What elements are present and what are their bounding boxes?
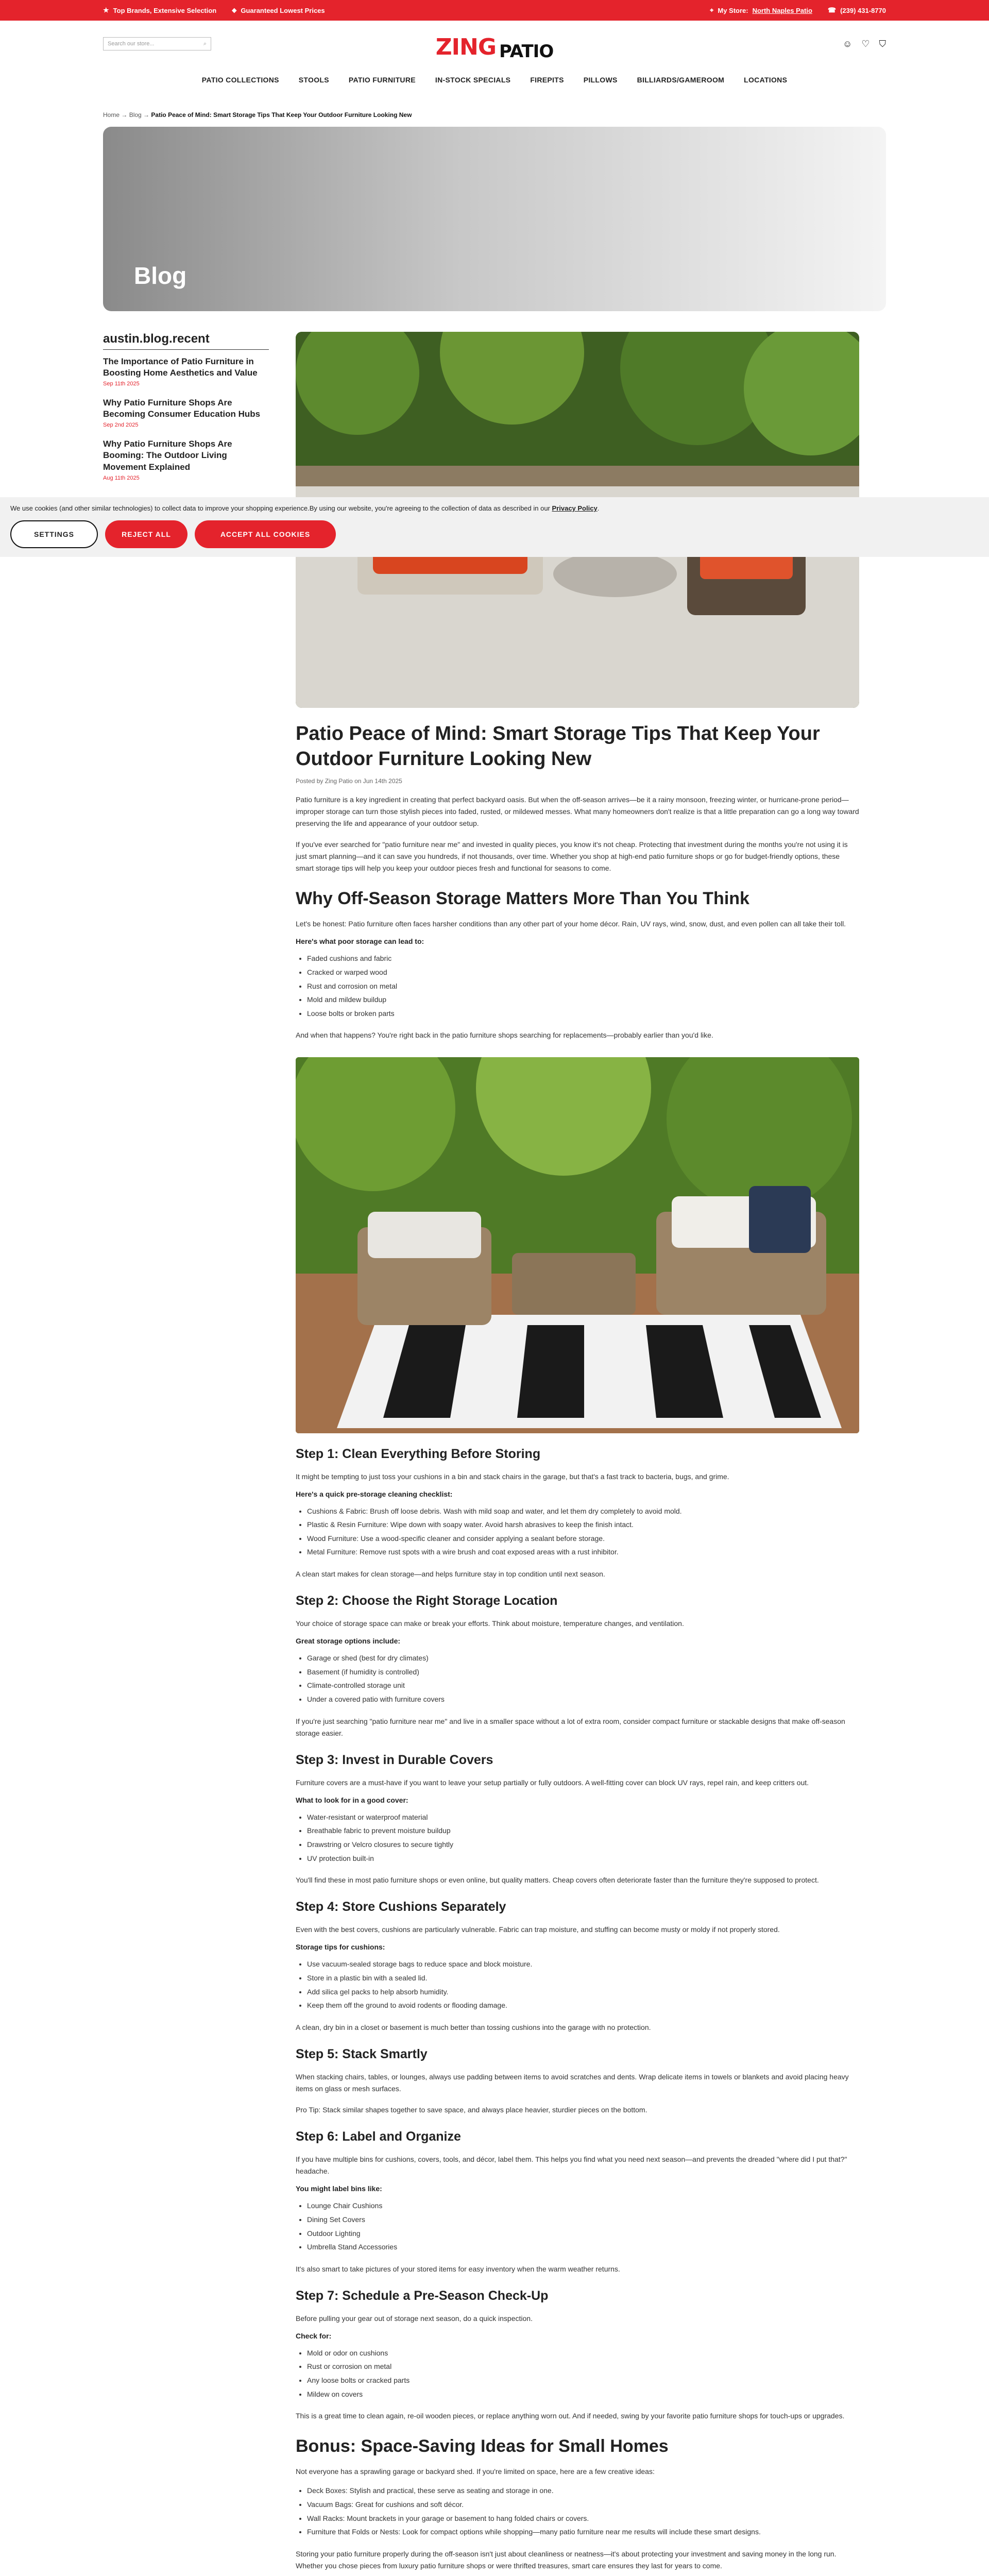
nav-item[interactable]: IN-STOCK SPECIALS	[435, 76, 511, 84]
map-pin-icon: ⌖	[710, 6, 714, 14]
paragraph: Even with the best covers, cushions are particularly vulnerable. Fabric can trap moisture, and stuffing can become musty or moldy if not properly stored.	[296, 1925, 780, 1934]
list-label: Storage tips for cushions:	[296, 1943, 385, 1952]
accept-all-cookies-button[interactable]: ACCEPT ALL COOKIES	[195, 520, 336, 548]
section-heading: Bonus: Space-Saving Ideas for Small Homes	[296, 2436, 669, 2456]
breadcrumb: Home → Blog → Patio Peace of Mind: Smart Storage Tips That Keep Your Outdoor Furniture Looking New	[103, 111, 412, 118]
list-item: • Under a covered patio with furniture covers	[307, 1692, 859, 1706]
bullet-list	[307, 2346, 859, 2401]
article-meta: Posted by Zing Patio on Jun 14th 2025	[296, 777, 402, 785]
paragraph: When stacking chairs, tables, or lounges, always use padding between items to avoid scratches and dents. Wrap delicate items in towels or blankets and avoid placing heavy items on glass or mesh surfaces.	[296, 2072, 849, 2093]
list-item: • Mold and mildew buildup	[307, 993, 859, 1007]
breadcrumb-blog[interactable]: Blog	[129, 111, 142, 118]
bullet-list	[307, 1504, 859, 1559]
bullet-list	[307, 1957, 859, 2012]
nav-item[interactable]: FIREPITS	[530, 76, 564, 84]
list-item: • Vacuum Bags: Great for cushions and soft décor.	[307, 2498, 859, 2512]
recent-post[interactable]: Why Patio Furniture Shops Are Booming: The Outdoor Living Movement Explained Aug 11th 2025	[103, 439, 232, 481]
topbar-brands: ★ Top Brands, Extensive Selection	[103, 6, 217, 14]
nav-item[interactable]: PATIO COLLECTIONS	[201, 76, 279, 84]
step-heading: Step 7: Schedule a Pre-Season Check-Up	[296, 2288, 549, 2303]
paragraph: It might be tempting to just toss your cushions in a bin and stack chairs in the garage, but that's a fast track to bacteria, bugs, and grime.	[296, 1472, 729, 1481]
step-heading: Step 3: Invest in Durable Covers	[296, 1752, 493, 1767]
cookie-banner	[0, 497, 989, 557]
list-item: • Keep them off the ground to avoid rodents or flooding damage.	[307, 1998, 859, 2012]
paragraph: Furniture covers are a must-have if you want to leave your setup partially or fully outdoors. A well-fitting cover can block UV rays, repel rain, and keep critters out.	[296, 1778, 809, 1787]
list-item: • Use vacuum-sealed storage bags to reduce space and block moisture.	[307, 1957, 859, 1971]
privacy-policy-link[interactable]: Privacy Policy	[552, 504, 598, 512]
paragraph: This is a great time to clean again, re-oil wooden pieces, or replace anything worn out. And if needed, swing by your favorite patio furniture shops for touch-ups or upgrades.	[296, 2412, 845, 2420]
star-icon: ★	[103, 6, 109, 14]
list-item: • Wall Racks: Mount brackets in your garage or basement to hang folded chairs or covers.	[307, 2512, 859, 2526]
step-heading: Step 6: Label and Organize	[296, 2129, 461, 2144]
breadcrumb-home[interactable]: Home	[103, 111, 120, 118]
cookie-text: We use cookies (and other similar technologies) to collect data to improve your shopping experience.By using our website, you're agreeing to the collection of data as described in our Privacy Policy.	[10, 504, 600, 512]
phone-icon: ☎	[827, 6, 837, 14]
sidebar-title: austin.blog.recent	[103, 332, 269, 350]
main-nav	[0, 67, 989, 93]
list-item: • Mold or odor on cushions	[307, 2346, 859, 2360]
reject-all-button[interactable]: REJECT ALL	[105, 520, 187, 548]
bullet-list	[307, 1651, 859, 1706]
list-item: • Deck Boxes: Stylish and practical, these serve as seating and storage in one.	[307, 2484, 859, 2498]
list-label: Here's a quick pre-storage cleaning checklist:	[296, 1489, 453, 1498]
list-item: • Dining Set Covers	[307, 2213, 859, 2227]
sidebar	[103, 332, 269, 2576]
nav-item[interactable]: PILLOWS	[583, 76, 618, 84]
header	[0, 21, 989, 67]
paragraph: Patio furniture is a key ingredient in creating that perfect backyard oasis. But when the off-season arrives—be it a rainy monsoon, freezing winter, or hurricane-prone period—improper storage can turn those stylish pieces into faded, rusted, or mildewed messes. What many homeowners don't realize is that a little preparation can go a long way toward preserving the life and appearance of your outdoor setup.	[296, 795, 859, 827]
section-heading: Why Off-Season Storage Matters More Than You Think	[296, 889, 749, 909]
list-item: • Cracked or warped wood	[307, 965, 859, 979]
my-store[interactable]: ⌖ My Store: North Naples Patio	[710, 6, 812, 14]
list-item: • Basement (if humidity is controlled)	[307, 1665, 859, 1679]
paragraph: A clean start makes for clean storage—and helps furniture stay in top condition until next season.	[296, 1569, 605, 1578]
list-item: • UV protection built-in	[307, 1852, 859, 1866]
paragraph: If you have multiple bins for cushions, covers, tools, and décor, label them. This helps you find what you need next season—and prevents the dreaded "where did I put that?" headache.	[296, 2155, 847, 2176]
paragraph: Let's be honest: Patio furniture often faces harsher conditions than any other part of your home décor. Rain, UV rays, wind, snow, dust, and even pollen can all take their toll.	[296, 920, 846, 928]
list-item: • Plastic & Resin Furniture: Wipe down with soapy water. Avoid harsh abrasives to keep the finish intact.	[307, 1518, 859, 1532]
list-item: • Cushions & Fabric: Brush off loose debris. Wash with mild soap and water, and let them dry completely to avoid mold.	[307, 1504, 859, 1518]
list-label: Check for:	[296, 2331, 332, 2340]
paragraph: Storing your patio furniture properly during the off-season isn't just about cleanliness or neatness—it's about protecting your investment and saving money in the long run. Whether you chose pieces from luxury patio furniture shops or were thrifted treasures, smart care ensures they last for years to come.	[296, 2549, 837, 2570]
bullet-list	[307, 952, 859, 1020]
topbar-prices: ⬥ Guaranteed Lowest Prices	[232, 6, 325, 14]
list-label: You might label bins like:	[296, 2184, 382, 2193]
cookie-settings-button[interactable]: SETTINGS	[10, 520, 98, 548]
paragraph: Not everyone has a sprawling garage or backyard shed. If you're limited on space, here are a few creative ideas:	[296, 2467, 655, 2476]
list-item: • Faded cushions and fabric	[307, 952, 859, 965]
blog-hero	[103, 127, 886, 311]
list-label: What to look for in a good cover:	[296, 1795, 408, 1804]
list-item: • Drawstring or Velcro closures to secure tightly	[307, 1838, 859, 1852]
paragraph: It's also smart to take pictures of your stored items for easy inventory when the warm weather returns.	[296, 2264, 620, 2273]
list-item: • Outdoor Lighting	[307, 2227, 859, 2241]
list-item: • Metal Furniture: Remove rust spots with a wire brush and coat exposed areas with a rust inhibitor.	[307, 1545, 859, 1559]
list-item: • Breathable fabric to prevent moisture buildup	[307, 1824, 859, 1838]
list-item: • Water-resistant or waterproof material	[307, 1810, 859, 1824]
nav-item[interactable]: LOCATIONS	[744, 76, 788, 84]
search-input[interactable]: Search our store... ⌕	[103, 37, 211, 50]
paragraph: A clean, dry bin in a closet or basement is much better than tossing cushions into the garage with no protection.	[296, 2023, 651, 2031]
account-icon[interactable]: ☺	[842, 38, 852, 49]
tag-icon: ⬥	[232, 6, 237, 14]
nav-item[interactable]: BILLIARDS/GAMEROOM	[637, 76, 725, 84]
nav-item[interactable]: PATIO FURNITURE	[348, 76, 416, 84]
list-item: • Lounge Chair Cushions	[307, 2199, 859, 2213]
list-item: • Furniture that Folds or Nests: Look for compact options while shopping—many patio furniture near me results will include these smart designs.	[307, 2525, 859, 2539]
search-icon[interactable]: ⌕	[203, 40, 207, 47]
step-heading: Step 2: Choose the Right Storage Location	[296, 1594, 558, 1608]
paragraph: If you've ever searched for "patio furniture near me" and invested in quality pieces, you know it's not cheap. Protecting that investment during the months you're not using it is just smart planning—and it can save you hundreds, if not thousands, over time. Whether you shop at high-end patio furniture shops or go for budget-friendly options, these smart storage tips will help you keep your outdoor pieces fresh and functional for seasons to come.	[296, 840, 848, 873]
list-item: • Wood Furniture: Use a wood-specific cleaner and consider applying a sealant before storage.	[307, 1532, 859, 1546]
bullet-list	[307, 1810, 859, 1865]
list-item: • Rust and corrosion on metal	[307, 979, 859, 993]
list-item: • Umbrella Stand Accessories	[307, 2240, 859, 2254]
list-item: • Store in a plastic bin with a sealed lid.	[307, 1971, 859, 1985]
paragraph: If you're just searching "patio furniture near me" and live in a smaller space without a lot of extra room, consider compact furniture or stackable designs that make off-season storage easier.	[296, 1717, 845, 1737]
paragraph: Before pulling your gear out of storage next season, do a quick inspection.	[296, 2314, 533, 2323]
step-heading: Step 5: Stack Smartly	[296, 2046, 428, 2061]
pro-tip: Pro Tip: Stack similar shapes together to save space, and always place heavier, sturdier pieces on the bottom.	[296, 2106, 647, 2114]
article-title: Patio Peace of Mind: Smart Storage Tips That Keep Your Outdoor Furniture Looking New	[296, 723, 820, 770]
bullet-list	[307, 2484, 859, 2538]
list-label: Great storage options include:	[296, 1637, 401, 1646]
topbar	[0, 0, 989, 21]
list-item: • Loose bolts or broken parts	[307, 1007, 859, 1021]
list-item: • Garage or shed (best for dry climates)	[307, 1651, 859, 1665]
breadcrumb-current: Patio Peace of Mind: Smart Storage Tips That Keep Your Outdoor Furniture Looking New	[151, 111, 412, 118]
list-item: • Add silica gel packs to help absorb humidity.	[307, 1985, 859, 1999]
list-item: • Mildew on covers	[307, 2387, 859, 2401]
bullet-list	[307, 2199, 859, 2253]
article-image	[296, 1057, 859, 1433]
list-item: • Any loose bolts or cracked parts	[307, 2374, 859, 2387]
step-heading: Step 1: Clean Everything Before Storing	[296, 1446, 541, 1461]
list-item: • Rust or corrosion on metal	[307, 2360, 859, 2374]
list-item: • Climate-controlled storage unit	[307, 1679, 859, 1692]
paragraph: Your choice of storage space can make or break your efforts. Think about moisture, temperature changes, and ventilation.	[296, 1619, 684, 1628]
recent-post[interactable]: The Importance of Patio Furniture in Boosting Home Aesthetics and Value Sep 11th 2025	[103, 357, 258, 387]
step-heading: Step 4: Store Cushions Separately	[296, 1900, 506, 1914]
list-label: Here's what poor storage can lead to:	[296, 937, 424, 946]
wishlist-icon[interactable]: ♡	[861, 38, 870, 49]
paragraph: And when that happens? You're right back in the patio furniture shops searching for replacements—probably earlier than you'd like.	[296, 1031, 713, 1040]
nav-item[interactable]: STOOLS	[298, 76, 329, 84]
cart-icon[interactable]: ⛉	[879, 38, 886, 49]
paragraph: You'll find these in most patio furniture shops or even online, but quality matters. Cheap covers often deteriorate faster than the furniture they're supposed to protect.	[296, 1876, 819, 1885]
hero-title: Blog	[134, 262, 187, 289]
article	[296, 332, 859, 2576]
recent-post[interactable]: Why Patio Furniture Shops Are Becoming Consumer Education Hubs Sep 2nd 2025	[103, 398, 261, 429]
phone-number[interactable]: ☎ (239) 431-8770	[827, 6, 886, 14]
logo[interactable]: ZING PATIO	[435, 33, 554, 62]
